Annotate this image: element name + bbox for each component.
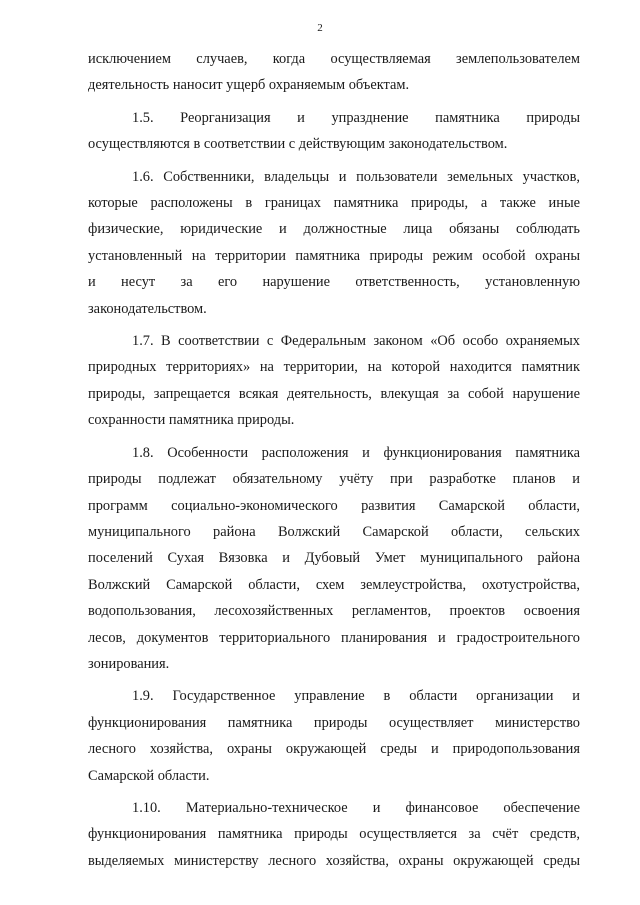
paragraph-1-5 bbox=[88, 105, 580, 158]
text-line: 1.8. Особенности расположения и функционирования памятника bbox=[132, 444, 580, 461]
text-line: природных территориях» на территории, на которой находится памятник bbox=[88, 359, 580, 376]
text-line: функционирования памятника природы осуществляет министерство bbox=[88, 714, 580, 731]
text-line: природы подлежат обязательному учёту при разработке планов и bbox=[88, 471, 580, 488]
text-line: исключением случаев, когда осуществляемая землепользователем bbox=[88, 51, 580, 67]
text-line: функционирования памятника природы осуществляется за счёт средств, bbox=[88, 826, 580, 843]
text-line: 1.10. Материально-техническое и финансовое обеспечение bbox=[132, 799, 580, 816]
text-line: осуществляются в соответствии с действующим законодательством. bbox=[88, 136, 508, 153]
paragraph-1-7 bbox=[88, 328, 580, 434]
text-line: водопользования, лесохозяйственных регламентов, проектов освоения bbox=[88, 603, 580, 620]
text-line: лесов, документов территориального планирования и градостроительного bbox=[88, 629, 580, 646]
text-line: Самарской области. bbox=[88, 767, 210, 784]
text-line: 1.5. Реорганизация и упразднение памятника природы bbox=[132, 109, 580, 126]
text-line: 1.6. Собственники, владельцы и пользователи земельных участков, bbox=[132, 168, 580, 185]
page-number: 2 bbox=[317, 22, 323, 34]
text-line: и несут за его нарушение ответственность, установленную bbox=[88, 274, 580, 291]
document-body bbox=[88, 46, 580, 874]
text-line: муниципального района Волжский Самарской области, сельских bbox=[88, 523, 580, 540]
text-line: законодательством. bbox=[88, 300, 207, 317]
text-line: выделяемых министерству лесного хозяйства, охраны окружающей среды bbox=[88, 852, 580, 869]
text-line: лесного хозяйства, охраны окружающей среды и природопользования bbox=[88, 741, 580, 758]
paragraph-1-8 bbox=[88, 440, 580, 678]
text-line: природы, запрещается всякая деятельность, влекущая за собой нарушение bbox=[88, 385, 580, 402]
text-line: Волжский Самарской области, схем землеустройства, охотустройства, bbox=[88, 576, 580, 593]
text-line: зонирования. bbox=[88, 655, 170, 672]
paragraph-1-9 bbox=[88, 683, 580, 789]
text-line: поселений Сухая Вязовка и Дубовый Умет муниципального района bbox=[88, 550, 580, 567]
text-line: 1.7. В соответствии с Федеральным законом «Об особо охраняемых bbox=[132, 333, 580, 350]
text-line: 1.9. Государственное управление в области организации и bbox=[132, 688, 580, 705]
text-line: установленный на территории памятника природы режим особой охраны bbox=[88, 247, 580, 264]
text-line: физические, юридические и должностные лица обязаны соблюдать bbox=[88, 221, 580, 238]
text-line: которые расположены в границах памятника природы, а также иные bbox=[88, 195, 580, 212]
paragraph-continuation bbox=[88, 46, 580, 99]
text-line: сохранности памятника природы. bbox=[88, 412, 295, 429]
text-line: деятельность наносит ущерб охраняемым объектам. bbox=[88, 77, 410, 94]
paragraph-1-10 bbox=[88, 795, 580, 874]
paragraph-1-6 bbox=[88, 164, 580, 322]
text-line: программ социально-экономического развития Самарской области, bbox=[88, 497, 580, 514]
